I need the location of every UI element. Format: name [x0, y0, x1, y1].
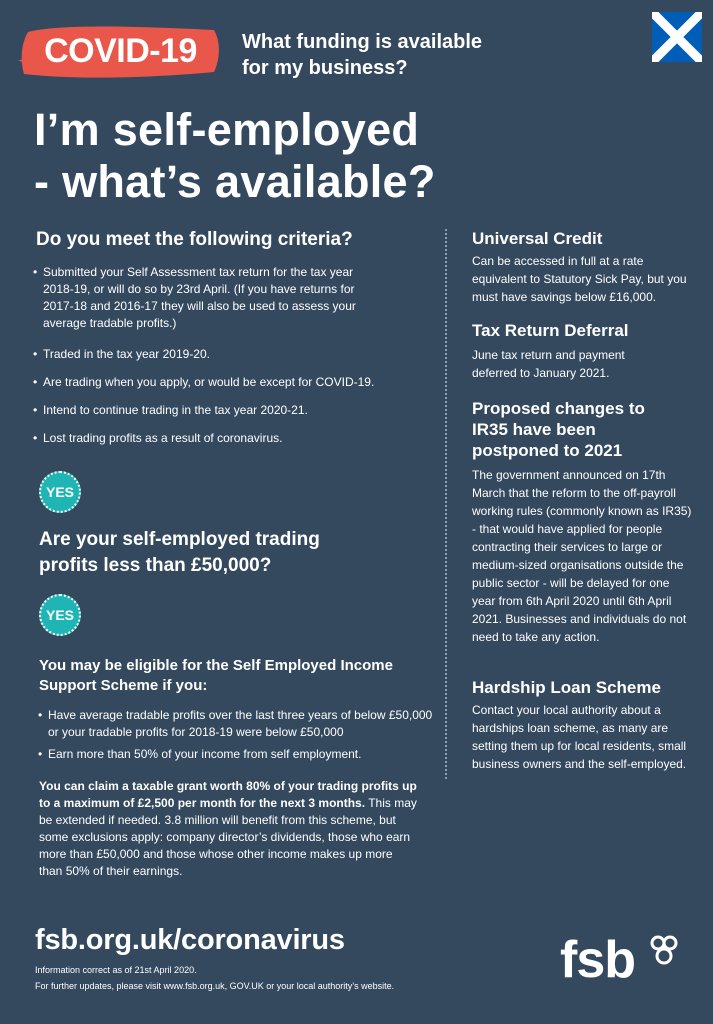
criteria-list-3 — [33, 374, 433, 391]
info-date-note: Information correct as of 21st April 2020. — [35, 965, 197, 975]
scotland-flag-icon — [652, 12, 702, 62]
criteria-item: • Submitted your Self Assessment tax return for the tax year 2018-19, or will do so by 23rd April. (If you have returns for 2017-18 and 2016-17 they will also be used to assess your average tradable profits.) — [33, 264, 378, 332]
page-title — [34, 104, 674, 208]
hardship-loan-heading: Hardship Loan Scheme — [472, 678, 661, 697]
badge-label: COVID-19 — [44, 31, 197, 70]
eligible-item: • Earn more than 50% of your income from self employment. — [38, 746, 438, 763]
profit-question: Are your self-employed trading profits less than £50,000? — [39, 529, 320, 576]
column-divider — [445, 229, 447, 779]
yes-badge: YES — [39, 471, 81, 513]
tax-deferral-text: June tax return and payment deferred to January 2021. — [472, 348, 625, 380]
subtitle — [242, 29, 542, 81]
criteria-list-2 — [33, 346, 433, 363]
headline-line-2: - what’s available? — [34, 156, 436, 207]
criteria-item: • Lost trading profits as a result of coronavirus. — [33, 430, 433, 447]
logo-text: fsb — [560, 931, 635, 989]
eligible-list-2 — [38, 746, 438, 763]
grant-bold-text: You can claim a taxable grant worth 80% of your trading profits up to a maximum of £2,500 per month for the next 3 months. — [39, 779, 417, 810]
criteria-item: • Are trading when you apply, or would be except for COVID-19. — [33, 374, 433, 391]
ir35-text: The government announced on 17th March that the reform to the off-payroll working rules (commonly known as IR35) - that would have applied for people contracting their services to large or medium-sized organisations outside the public sector - will be delayed for one year from 6th April 2020 until 6th April 2021. Businesses and individuals do not need to take any action. — [472, 468, 692, 644]
criteria-list-5 — [33, 430, 433, 447]
grant-paragraph — [39, 778, 419, 880]
hardship-loan-text: Contact your local authority about a hardships loan scheme, as many are setting them up for local residents, small business owners and the self-employed. — [472, 703, 687, 771]
universal-credit-text: Can be accessed in full at a rate equivalent to Statutory Sick Pay, but you must have savings below £16,000. — [472, 254, 687, 304]
eligible-item: • Have average tradable profits over the last three years of below £50,000 or your tradable profits for 2018-19 were below £50,000 — [38, 707, 438, 741]
grant-detail-text: This may be extended if needed. 3.8 million will benefit from this scheme, but some exclusions apply: company director’s dividends, those who earn more than £50,000 and those whose other income makes up more than 50% of their earnings. — [39, 796, 417, 878]
fsb-logo — [560, 930, 690, 995]
subtitle-line-2: for my business? — [242, 57, 408, 79]
tax-deferral-heading: Tax Return Deferral — [472, 321, 629, 340]
updates-note: For further updates, please visit www.fsb.org.uk, GOV.UK or your local authority’s website. — [35, 981, 395, 991]
criteria-item: • Traded in the tax year 2019-20. — [33, 346, 433, 363]
covid-badge — [18, 20, 223, 82]
criteria-item: • Intend to continue trading in the tax year 2020-21. — [33, 402, 433, 419]
subtitle-line-1: What funding is available — [242, 31, 483, 53]
fsb-loops-icon — [650, 934, 680, 968]
eligible-list — [38, 707, 438, 741]
universal-credit-heading: Universal Credit — [472, 229, 603, 248]
website-url[interactable]: fsb.org.uk/coronavirus — [35, 924, 345, 956]
criteria-list-4 — [33, 402, 433, 419]
criteria-list — [33, 264, 378, 332]
headline-line-1: I’m self-employed — [34, 104, 420, 155]
eligible-heading: You may be eligible for the Self Employed Income Support Scheme if you: — [39, 657, 393, 694]
criteria-heading: Do you meet the following criteria? — [36, 229, 353, 250]
yes-badge: YES — [39, 594, 81, 636]
ir35-heading: Proposed changes to IR35 have been postponed to 2021 — [472, 399, 645, 460]
